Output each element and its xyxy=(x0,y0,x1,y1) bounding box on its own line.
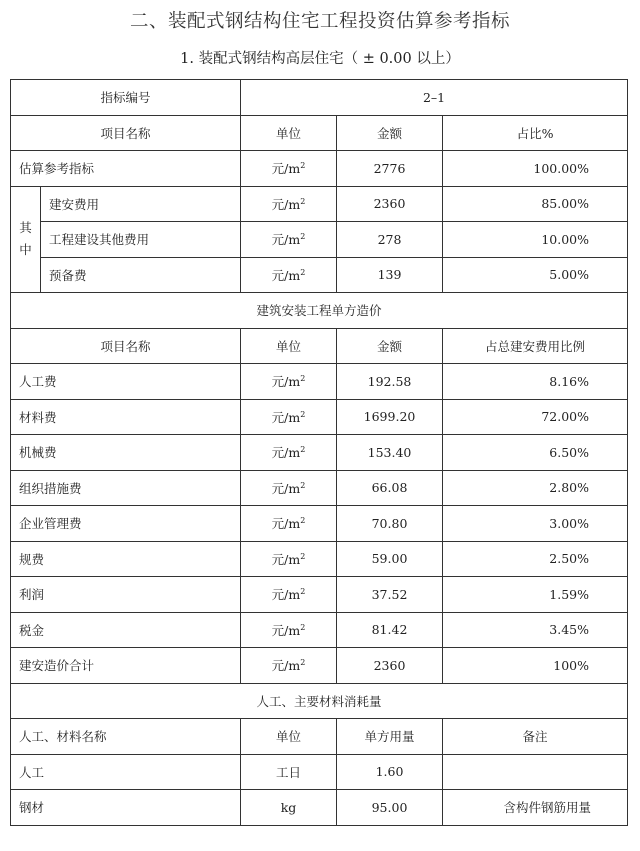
row-name: 建安造价合计 xyxy=(11,648,241,684)
col-header-amount: 金额 xyxy=(337,328,443,364)
col-header-ratio: 占总建安费用比例 xyxy=(443,328,628,364)
col-header-amount: 金额 xyxy=(337,115,443,151)
row-name: 人工费 xyxy=(11,364,241,400)
section2-header-row xyxy=(11,328,628,364)
table-row xyxy=(11,790,628,826)
row-ratio: 3.00% xyxy=(443,506,628,542)
row-ratio: 3.45% xyxy=(443,612,628,648)
row-amount: 1699.20 xyxy=(337,399,443,435)
row-unit: 元$/m^2$ xyxy=(241,222,337,258)
row-amount: 2776 xyxy=(337,151,443,187)
table-row xyxy=(11,648,628,684)
col-header-unit: 单位 xyxy=(241,328,337,364)
row-name: 估算参考指标 xyxy=(11,151,241,187)
row-unit: 元$/m^2$ xyxy=(241,470,337,506)
row-amount: 95.00 xyxy=(337,790,443,826)
row-name: 机械费 xyxy=(11,435,241,471)
row-ratio: 100.00% xyxy=(443,151,628,187)
section2-title-row xyxy=(11,293,628,329)
row-note xyxy=(443,754,628,790)
table-row xyxy=(11,364,628,400)
row-name: 建安费用 xyxy=(41,186,241,222)
row-unit: 元$/m^2$ xyxy=(241,612,337,648)
table-row xyxy=(11,470,628,506)
row-unit: 元$/m^2$ xyxy=(241,186,337,222)
row-name: 组织措施费 xyxy=(11,470,241,506)
row-amount: 37.52 xyxy=(337,577,443,613)
index-row xyxy=(11,80,628,116)
row-amount: 70.80 xyxy=(337,506,443,542)
row-name: 利润 xyxy=(11,577,241,613)
row-unit: 工日 xyxy=(241,754,337,790)
row-unit: 元$/m^2$ xyxy=(241,257,337,293)
row-name: 材料费 xyxy=(11,399,241,435)
row-amount: 2360 xyxy=(337,648,443,684)
col-header-name: 项目名称 xyxy=(11,328,241,364)
row-unit: 元$/m^2$ xyxy=(241,648,337,684)
table-row xyxy=(11,257,628,293)
row-name: 规费 xyxy=(11,541,241,577)
page-subtitle: 1. 装配式钢结构高层住宅（ ± 0.00 以上） xyxy=(180,51,460,67)
row-ratio: 6.50% xyxy=(443,435,628,471)
section3-title-row xyxy=(11,683,628,719)
row-ratio: 72.00% xyxy=(443,399,628,435)
row-amount: 59.00 xyxy=(337,541,443,577)
table-row xyxy=(11,577,628,613)
col-header-unit: 单位 xyxy=(241,719,337,755)
row-name: 工程建设其他费用 xyxy=(41,222,241,258)
index-value: 2–1 xyxy=(241,80,628,116)
table-row xyxy=(11,612,628,648)
row-name: 税金 xyxy=(11,612,241,648)
investment-index-table xyxy=(10,79,628,826)
qizhong-label: 其 中 xyxy=(11,186,41,293)
row-amount: 66.08 xyxy=(337,470,443,506)
row-amount: 278 xyxy=(337,222,443,258)
row-name: 预备费 xyxy=(41,257,241,293)
row-amount: 81.42 xyxy=(337,612,443,648)
row-unit: 元$/m^2$ xyxy=(241,435,337,471)
table-row xyxy=(11,506,628,542)
row-ratio: 1.59% xyxy=(443,577,628,613)
row-unit: 元$/m^2$ xyxy=(241,399,337,435)
row-amount: 192.58 xyxy=(337,364,443,400)
row-note: 含构件钢筋用量 xyxy=(443,790,628,826)
table-row xyxy=(11,186,628,222)
col-header-unit: 单位 xyxy=(241,115,337,151)
col-header-amount: 单方用量 xyxy=(337,719,443,755)
row-unit: kg xyxy=(241,790,337,826)
index-label: 指标编号 xyxy=(11,80,241,116)
row-unit: 元$/m^2$ xyxy=(241,364,337,400)
section3-title: 人工、主要材料消耗量 xyxy=(11,683,628,719)
row-ratio: 10.00% xyxy=(443,222,628,258)
table-row xyxy=(11,222,628,258)
table-row xyxy=(11,399,628,435)
col-header-name: 项目名称 xyxy=(11,115,241,151)
table-row xyxy=(11,541,628,577)
section3-header-row xyxy=(11,719,628,755)
row-ratio: 100% xyxy=(443,648,628,684)
row-amount: 139 xyxy=(337,257,443,293)
table-row xyxy=(11,435,628,471)
row-ratio: 2.80% xyxy=(443,470,628,506)
row-ratio: 5.00% xyxy=(443,257,628,293)
table-row xyxy=(11,754,628,790)
row-ratio: 8.16% xyxy=(443,364,628,400)
row-name: 钢材 xyxy=(11,790,241,826)
row-amount: 1.60 xyxy=(337,754,443,790)
row-amount: 2360 xyxy=(337,186,443,222)
row-unit: 元$/m^2$ xyxy=(241,541,337,577)
col-header-name: 人工、材料名称 xyxy=(11,719,241,755)
row-unit: 元$/m^2$ xyxy=(241,506,337,542)
row-amount: 153.40 xyxy=(337,435,443,471)
row-unit: 元$/m^2$ xyxy=(241,151,337,187)
row-ratio: 2.50% xyxy=(443,541,628,577)
col-header-note: 备注 xyxy=(443,719,628,755)
section1-header-row xyxy=(11,115,628,151)
section2-title: 建筑安装工程单方造价 xyxy=(11,293,628,329)
table-row xyxy=(11,151,628,187)
col-header-ratio: 占比% xyxy=(443,115,628,151)
row-unit: 元$/m^2$ xyxy=(241,577,337,613)
row-name: 企业管理费 xyxy=(11,506,241,542)
row-ratio: 85.00% xyxy=(443,186,628,222)
page-title: 二、装配式钢结构住宅工程投资估算参考指标 xyxy=(129,11,510,32)
row-name: 人工 xyxy=(11,754,241,790)
